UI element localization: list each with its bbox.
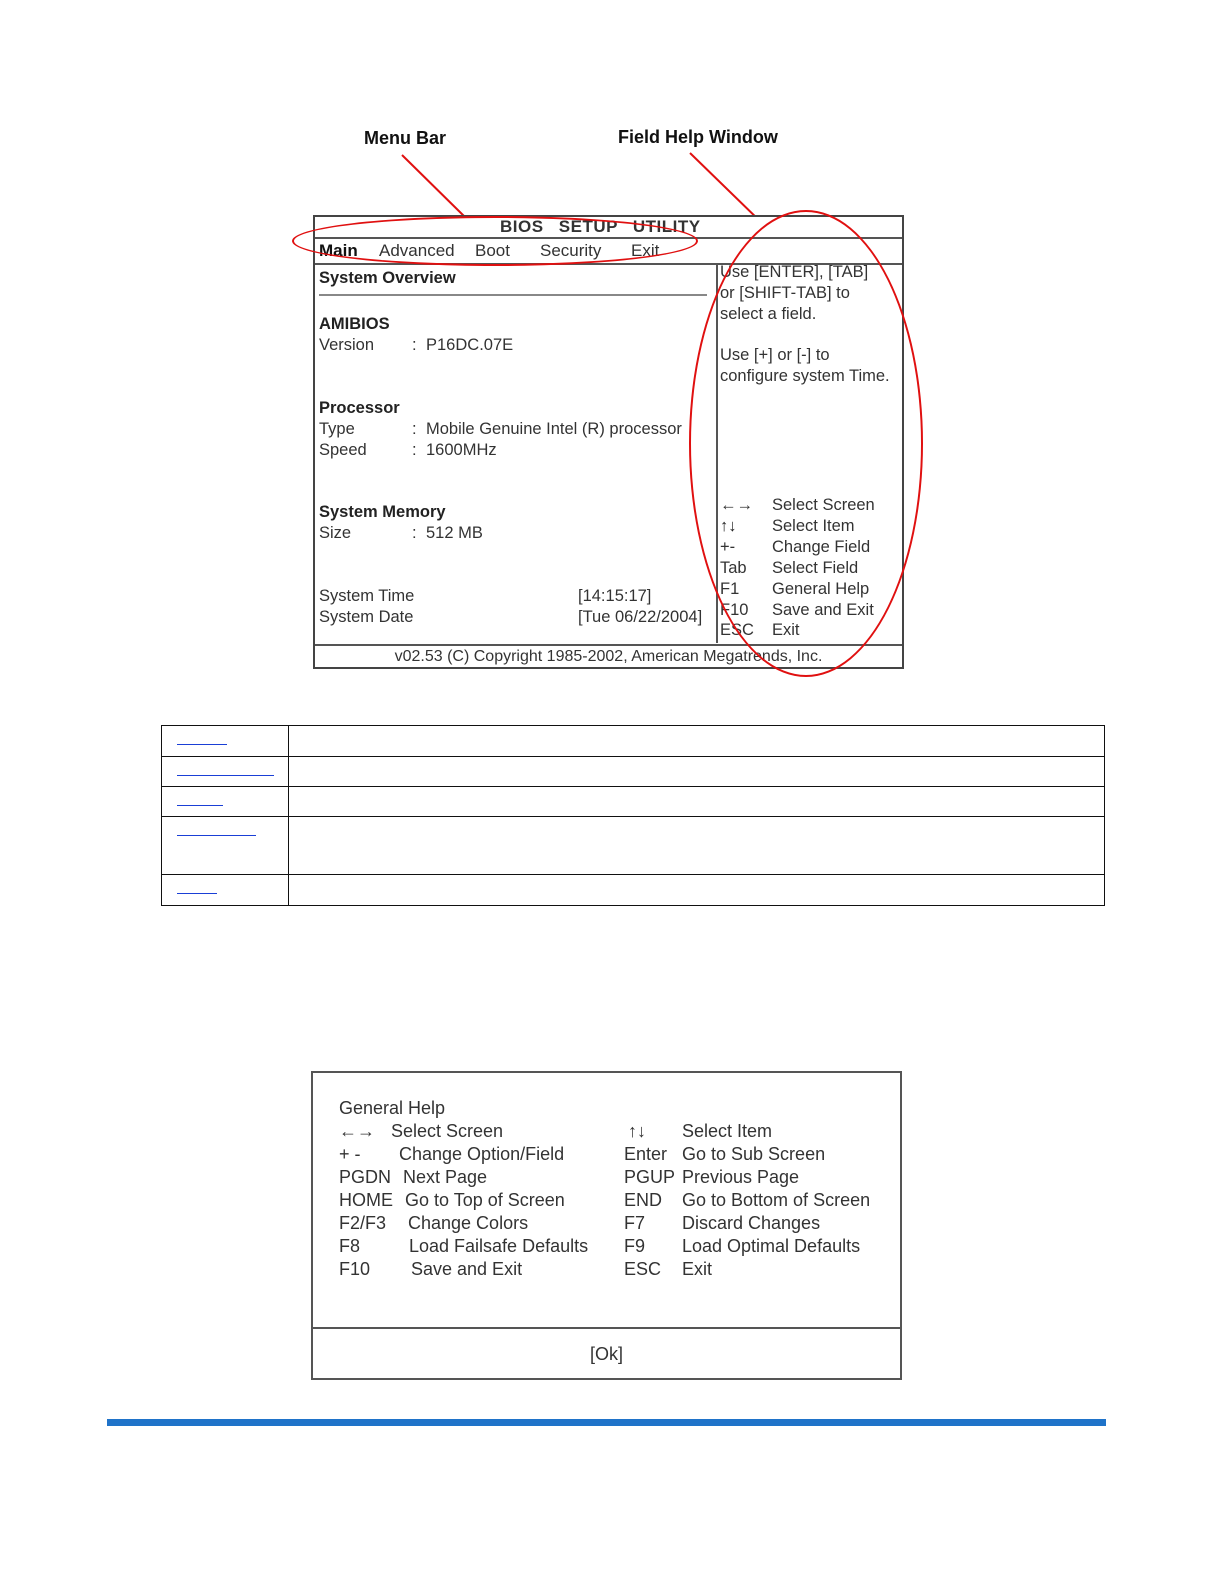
bios-title: BIOS SETUP UTILITY [500,217,701,236]
version-value: P16DC.07E [426,336,514,354]
help-key: F10 [339,1259,371,1279]
bios-setup-screenshot [313,215,904,669]
link-main[interactable] [177,743,227,745]
key-plus-minus: +- [720,538,736,556]
size-value: 512 MB [426,524,483,542]
menu-main[interactable]: Main [319,241,358,260]
arrows-lr-icon: ←→ [339,1121,375,1141]
ok-button[interactable]: [Ok] [589,1344,623,1364]
bios-footer-copyright: v02.53 (C) Copyright 1985-2002, American Megatrends, Inc. [315,644,902,669]
system-time-label: System Time [319,587,415,605]
colon: : [412,336,417,354]
help-key: ESC [624,1259,662,1279]
menu-advanced[interactable]: Advanced [379,241,455,260]
help-action: Go to Bottom of Screen [682,1190,871,1210]
key-f1: F1 [720,580,740,598]
help-key: F8 [339,1236,361,1256]
help-action: Load Optimal Defaults [682,1236,861,1256]
help-action: Go to Top of Screen [405,1190,565,1210]
general-help-dialog [311,1071,902,1380]
menu-security[interactable]: Security [540,241,602,260]
help-line: or [SHIFT-TAB] to [720,284,850,302]
type-value: Mobile Genuine Intel (R) processor [426,420,682,438]
help-action: Discard Changes [682,1213,821,1233]
help-key: F2/F3 [339,1213,387,1233]
help-key: HOME [339,1190,393,1210]
key-esc: ESC [720,621,754,639]
speed-value: 1600MHz [426,441,497,459]
key-f10: F10 [720,601,749,619]
key-action: General Help [772,580,870,598]
help-action: Exit [682,1259,713,1279]
version-label: Version [319,336,375,354]
help-key: + - [339,1144,361,1164]
link-security[interactable] [177,834,256,836]
speed-label: Speed [319,441,367,459]
arrows-ud-icon: ↑↓ [720,517,737,535]
link-exit[interactable] [177,892,217,894]
colon: : [412,524,417,542]
menu-link-table [161,725,1105,906]
key-action: Select Field [772,559,859,577]
link-boot[interactable] [177,804,223,806]
table-row [162,757,1105,787]
section-title: System Overview [319,269,456,287]
type-label: Type [319,420,355,438]
key-action: Select Item [772,517,855,535]
help-action: Load Failsafe Defaults [409,1236,589,1256]
help-key: END [624,1190,663,1210]
general-help-title: General Help [339,1098,446,1118]
help-key: F9 [624,1236,646,1256]
table-row [162,787,1105,817]
menu-boot[interactable]: Boot [475,241,510,260]
table-row [162,875,1105,906]
memory-heading: System Memory [319,503,446,521]
amibios-heading: AMIBIOS [319,315,390,333]
system-time-value[interactable]: [14:15:17] [578,587,652,605]
ok-button-bar [313,1327,900,1380]
table-row [162,817,1105,875]
callout-menu-bar: Menu Bar [364,128,447,148]
system-date-label: System Date [319,608,414,626]
help-action: Change Colors [408,1213,529,1233]
menu-bar-pointer-line [402,155,467,219]
help-action: Previous Page [682,1167,800,1187]
help-action: Next Page [403,1167,488,1187]
table-row [162,726,1105,757]
key-action: Exit [772,621,800,639]
help-key: Enter [624,1144,668,1164]
arrows-lr-icon: ←→ [720,496,753,514]
help-line: select a field. [720,305,817,323]
callout-field-help-window: Field Help Window [618,127,778,147]
field-help-window [718,263,902,643]
page-footer-bar [107,1419,1106,1426]
link-advanced[interactable] [177,774,274,776]
size-label: Size [319,524,352,542]
help-action: Select Screen [391,1121,504,1141]
help-window-pointer-line [690,153,763,224]
bios-menu-bar [315,237,902,265]
help-line: Use [ENTER], [TAB] [720,263,869,281]
help-action: Change Option/Field [399,1144,565,1164]
help-action: Save and Exit [411,1259,523,1279]
key-tab: Tab [720,559,747,577]
arrows-ud-icon: ↑↓ [628,1121,646,1141]
key-action: Change Field [772,538,871,556]
help-key: F7 [624,1213,646,1233]
help-key: PGDN [339,1167,392,1187]
help-line: Use [+] or [-] to [720,346,830,364]
section-divider [319,294,707,296]
colon: : [412,420,417,438]
help-action: Select Item [682,1121,773,1141]
help-key: PGUP [624,1167,676,1187]
key-action: Select Screen [772,496,875,514]
system-date-value[interactable]: [Tue 06/22/2004] [578,608,703,626]
bios-main-pane [315,263,718,643]
colon: : [412,441,417,459]
menu-exit[interactable]: Exit [631,241,660,260]
processor-heading: Processor [319,399,400,417]
key-action: Save and Exit [772,601,874,619]
help-line: configure system Time. [720,367,890,385]
help-action: Go to Sub Screen [682,1144,826,1164]
